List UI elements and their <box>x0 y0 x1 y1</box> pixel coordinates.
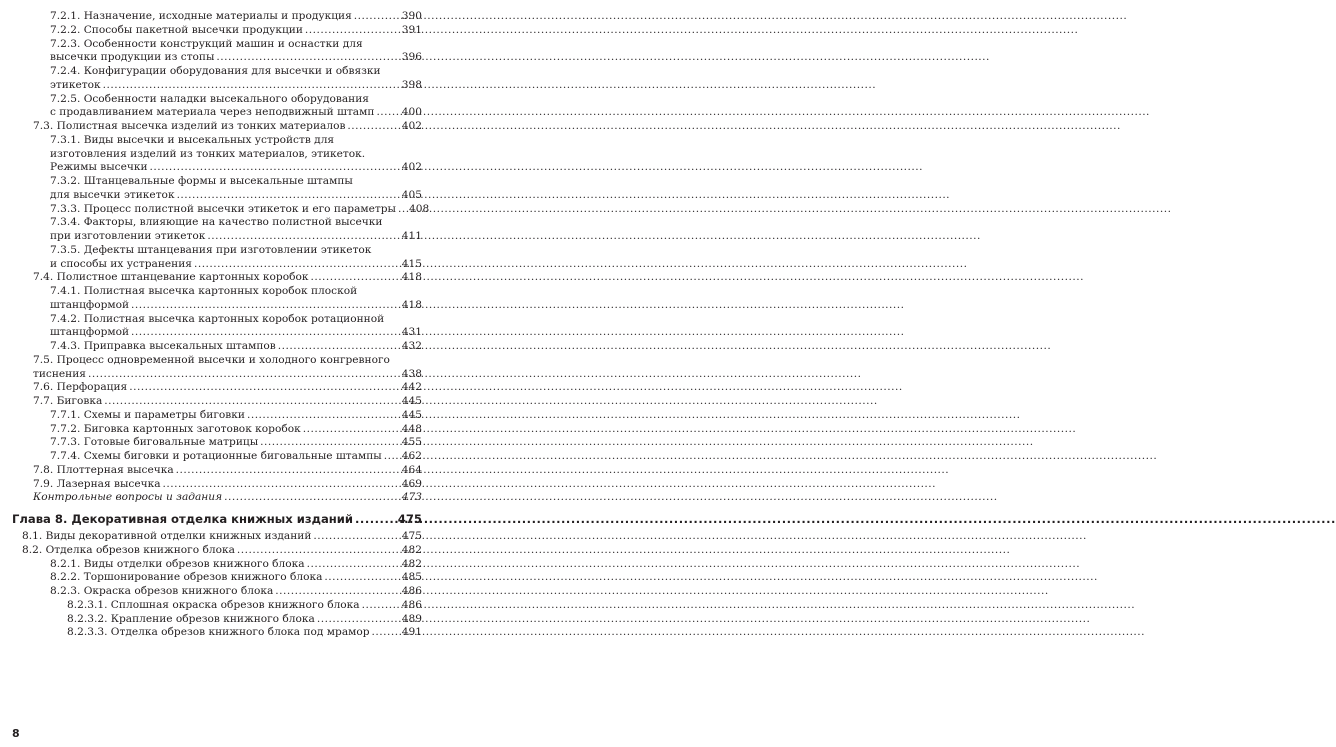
toc-entry <box>12 134 422 175</box>
toc-page-number: 485 <box>401 571 422 584</box>
toc-entry-last-line <box>33 368 422 382</box>
toc-entry-last-line <box>50 299 422 313</box>
dot-leader <box>308 271 400 285</box>
toc-entry-last-line <box>50 51 422 65</box>
toc-page-number: 398 <box>401 78 422 91</box>
toc-entry <box>12 313 422 341</box>
toc-entry <box>12 395 422 409</box>
toc-page-number: 464 <box>401 463 422 476</box>
toc-page-number: 411 <box>401 230 422 242</box>
toc-entry-title: с продавливанием материала через неподвижный штамп <box>50 106 375 119</box>
toc-entry-title: 8.2.1. Виды отделки обрезов книжного блока <box>50 557 305 570</box>
toc-entry <box>12 271 422 285</box>
toc-entry-last-line <box>50 585 422 599</box>
toc-page-number: 448 <box>401 422 422 435</box>
toc-page-number: 482 <box>401 557 422 570</box>
toc-page-number: 482 <box>401 543 422 556</box>
toc-entry <box>12 613 422 627</box>
toc-entry-last-line <box>33 478 422 492</box>
toc-entry-title: 7.3. Полистная высечка изделий из тонких материалов <box>33 120 346 132</box>
toc-entry <box>12 202 430 217</box>
dot-leader <box>86 368 401 382</box>
toc-entry <box>12 216 422 244</box>
toc-entry-title: 8.2.3.2. Крапление обрезов книжного блока <box>67 612 315 625</box>
toc-page-number: 445 <box>401 395 422 407</box>
toc-entry-last-line <box>33 464 422 478</box>
toc-page-number: 418 <box>401 271 422 284</box>
dot-leader <box>315 613 401 627</box>
toc-page-number: 405 <box>401 188 422 201</box>
toc-entry <box>12 558 422 572</box>
toc-entry-title: 7.2.1. Назначение, исходные материалы и продукция <box>50 10 352 22</box>
toc-entry-text-line: 7.5. Процесс одновременной высечки и холодного конгревного <box>33 353 390 366</box>
dot-leader <box>258 436 401 450</box>
dot-leader <box>360 599 401 613</box>
toc-entry <box>12 626 422 640</box>
toc-page-number: 402 <box>401 161 422 174</box>
toc-entry-title: высечки продукции из стопы <box>50 51 215 64</box>
toc-entry-last-line <box>50 230 422 244</box>
toc-page-number: 475 <box>401 530 422 542</box>
dot-leader <box>175 189 401 203</box>
toc-page-number: 455 <box>401 436 422 449</box>
toc-page-number: 432 <box>401 340 422 352</box>
toc-entry-last-line <box>33 491 422 505</box>
dot-leader <box>352 10 401 24</box>
toc-entry <box>12 120 422 134</box>
dot-leader <box>148 161 401 175</box>
toc-page-number: 431 <box>401 326 422 339</box>
toc-entry-text-line: 7.3.1. Виды высечки и высекальных устройств для <box>50 133 335 146</box>
toc-entry-title: 7.7. Биговка <box>33 395 103 407</box>
dot-leader <box>127 381 401 395</box>
dot-leader <box>382 450 401 464</box>
toc-page-number: 469 <box>401 477 422 490</box>
toc-entry-title: 8.2.3.3. Отделка обрезов книжного блока под мрамор <box>67 626 370 639</box>
toc-entry <box>12 450 422 464</box>
toc-entry-last-line <box>50 10 422 24</box>
toc-entry-title: 7.8. Плоттерная высечка <box>33 463 174 476</box>
dot-leader <box>374 106 400 120</box>
toc-entry-title: штанцформой <box>50 298 130 311</box>
toc-page-number: 462 <box>401 450 422 462</box>
toc-entry <box>12 530 422 544</box>
toc-entry-text-line: 7.2.4. Конфигурации оборудования для высечки и обвязки <box>50 65 381 77</box>
toc-entry-last-line <box>22 530 422 544</box>
toc-entry <box>12 599 422 613</box>
toc-entry-last-line <box>67 626 422 640</box>
toc-entry-text-line: 7.4.2. Полистная высечка картонных коробок ротационной <box>50 312 385 325</box>
dot-leader <box>353 511 397 528</box>
toc-entry-last-line <box>50 326 422 340</box>
dot-leader <box>214 51 400 65</box>
dot-leader <box>235 544 401 558</box>
toc-entry-last-line <box>50 189 422 203</box>
toc-entry-title: для высечки этикеток <box>50 188 175 201</box>
dot-leader <box>222 491 401 505</box>
toc-page-number: 390 <box>401 10 422 22</box>
toc-chapter-entry <box>12 511 422 528</box>
toc-entry-title: 7.7.1. Схемы и параметры биговки <box>50 408 245 421</box>
toc-entry <box>12 65 422 93</box>
dot-leader <box>174 464 401 478</box>
toc-page-number: 489 <box>401 612 422 625</box>
toc-entry-last-line <box>50 161 422 175</box>
toc-entry <box>12 38 422 66</box>
toc-entry-last-line <box>50 340 422 354</box>
toc-entry-last-line <box>33 271 422 285</box>
dot-leader <box>303 24 401 38</box>
toc-entry-last-line <box>50 202 430 217</box>
toc-page-number: 486 <box>401 585 422 597</box>
toc-page-number: 415 <box>401 257 422 270</box>
toc-page-number: 442 <box>401 381 422 394</box>
toc-entry <box>12 436 422 450</box>
toc-page-number: 396 <box>401 51 422 64</box>
toc-entry-last-line <box>33 381 422 395</box>
dot-leader <box>101 79 401 93</box>
dot-leader <box>276 340 401 354</box>
toc-entry-title: 7.4.3. Приправка высекальных штампов <box>50 340 276 352</box>
toc-entry <box>12 585 422 599</box>
toc-entry-title: и способы их устранения <box>50 257 192 270</box>
page-number: 8 <box>12 727 20 740</box>
toc-entry-last-line <box>22 544 422 558</box>
toc-entry <box>12 544 422 558</box>
toc-entry <box>12 381 422 395</box>
toc-page-number: 408 <box>408 202 430 215</box>
toc-entry-title: 8.2.2. Торшонирование обрезов книжного блока <box>50 571 323 584</box>
toc-page-number: 473 <box>401 491 422 504</box>
toc-entry-last-line <box>50 258 422 272</box>
toc-entry <box>12 491 422 505</box>
toc-entry-last-line <box>50 106 422 120</box>
toc-page-number: 391 <box>401 23 422 36</box>
toc-entry-last-line <box>50 24 422 38</box>
toc-entry-title: 7.9. Лазерная высечка <box>33 477 161 490</box>
toc-entry <box>12 285 422 313</box>
toc-entry-text-line: 7.4.1. Полистная высечка картонных коробок плоской <box>50 285 358 297</box>
toc-page-number: 400 <box>401 106 422 119</box>
toc-entry-last-line <box>67 599 422 613</box>
toc-page-number: 445 <box>401 408 422 421</box>
toc-entry-last-line <box>67 613 422 627</box>
toc-entry <box>12 464 422 478</box>
dot-leader <box>129 299 401 313</box>
dot-leader <box>322 571 400 585</box>
toc-page-number: 486 <box>401 598 422 611</box>
dot-leader <box>205 230 400 244</box>
toc-entry <box>12 340 422 354</box>
toc-entry-title: при изготовлении этикеток <box>50 230 206 242</box>
toc-entry-last-line <box>50 423 422 437</box>
toc-entry <box>12 10 422 24</box>
toc-entry-title: этикеток <box>50 78 101 91</box>
toc-page-number: 475 <box>397 512 422 526</box>
toc-page-number: 418 <box>401 298 422 311</box>
toc-entry-title: 7.7.3. Готовые биговальные матрицы <box>50 436 259 449</box>
toc-entry-title: 8.2.3.1. Сплошная окраска обрезов книжного блока <box>67 598 360 611</box>
dot-leader <box>102 395 401 409</box>
toc-entry-last-line <box>12 511 422 528</box>
dot-leader <box>396 203 408 217</box>
dot-leader <box>192 258 401 272</box>
toc-page-number: 402 <box>401 120 422 132</box>
dot-leader <box>273 585 400 599</box>
toc-entry-last-line <box>50 571 422 585</box>
dot-leader <box>345 120 400 134</box>
toc-entry-title: Режимы высечки <box>50 161 148 174</box>
toc-entry <box>12 571 422 585</box>
toc-entry-title: 7.6. Перфорация <box>33 381 128 394</box>
toc-entry-title: 7.7.2. Биговка картонных заготовок коробок <box>50 422 301 435</box>
toc-entry-title: Контрольные вопросы и задания <box>33 491 223 504</box>
toc-entry-title: 8.1. Виды декоративной отделки книжных изданий <box>22 530 312 542</box>
dot-leader <box>305 558 401 572</box>
dot-leader <box>129 326 401 340</box>
toc-entry <box>12 409 422 423</box>
toc-entry-last-line <box>33 120 422 134</box>
toc-page-number: 491 <box>401 626 422 639</box>
toc-entry-last-line <box>50 409 422 423</box>
toc-entry-last-line <box>50 79 422 93</box>
dot-leader <box>161 478 401 492</box>
dot-leader <box>245 409 401 423</box>
toc-entry-title: 8.2. Отделка обрезов книжного блока <box>22 543 235 556</box>
toc-entry-last-line <box>50 558 422 572</box>
toc-entry <box>12 423 422 437</box>
dot-leader <box>370 626 401 640</box>
toc-entry-last-line <box>33 395 422 409</box>
table-of-contents <box>12 10 430 640</box>
toc-entry <box>12 24 422 38</box>
toc-entry-text-line: 7.3.2. Штанцевальные формы и высекальные штампы <box>50 175 353 187</box>
toc-entry-title: 7.3.3. Процесс полистной высечки этикеток и его параметры <box>50 202 396 215</box>
toc-entry-title: 7.2.2. Способы пакетной высечки продукции <box>50 23 303 36</box>
toc-entry-title: штанцформой <box>50 326 130 339</box>
toc-entry-text-line: изготовления изделий из тонких материалов, этикеток. <box>50 147 366 160</box>
toc-entry-last-line <box>50 436 422 450</box>
toc-entry-title: 7.7.4. Схемы биговки и ротационные биговальные штампы <box>50 450 382 462</box>
toc-entry-title: 8.2.3. Окраска обрезов книжного блока <box>50 585 274 597</box>
toc-entry <box>12 354 422 382</box>
toc-entry-text-line: 7.3.4. Факторы, влияющие на качество полистной высечки <box>50 216 383 229</box>
toc-entry <box>12 244 422 272</box>
toc-entry-text-line: 7.2.3. Особенности конструкций машин и оснастки для <box>50 37 363 50</box>
toc-entry-last-line <box>50 450 422 464</box>
toc-entry <box>12 93 422 121</box>
dot-leader <box>301 423 401 437</box>
toc-entry-text-line: 7.3.5. Дефекты штанцевания при изготовлении этикеток <box>50 243 372 256</box>
dot-leader <box>311 530 400 544</box>
toc-entry <box>12 175 422 203</box>
toc-page-number: 438 <box>401 367 422 380</box>
toc-entry-text-line: 7.2.5. Особенности наладки высекального оборудования <box>50 92 369 105</box>
toc-entry-title: тиснения <box>33 367 86 380</box>
toc-entry-title: Глава 8. Декоративная отделка книжных изданий <box>12 512 354 526</box>
toc-entry <box>12 478 422 492</box>
toc-entry-title: 7.4. Полистное штанцевание картонных коробок <box>33 271 309 284</box>
